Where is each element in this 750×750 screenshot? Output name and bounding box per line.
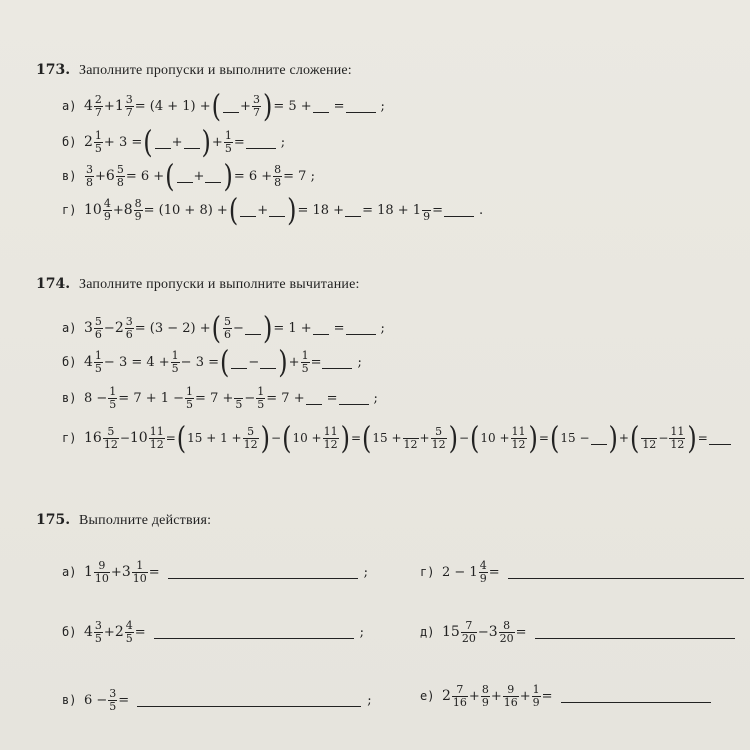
task-173-b: б) 2 1 5 + 3 = ( + ) + $\frac{1}{5}$ = ; [62, 123, 286, 161]
expr: = 7 + 1 − [118, 390, 185, 406]
op: = [233, 134, 245, 150]
expr: = (10 + 8) + [143, 202, 228, 218]
whole: 2 [442, 688, 451, 705]
fraction: 9 [423, 209, 431, 223]
task-number: 174. [36, 276, 71, 292]
answer-line[interactable] [137, 694, 361, 707]
fraction: $\frac{8}{20}$ [499, 619, 514, 645]
answer-blank[interactable] [346, 100, 376, 113]
answer-line[interactable] [535, 626, 735, 639]
op: + [240, 98, 251, 114]
answer-blank[interactable] [322, 356, 352, 369]
fraction: $\frac{1}{5}$ [109, 385, 117, 411]
punct: ; [363, 564, 369, 580]
expr: − 3 = 4 + [103, 354, 170, 370]
blank[interactable] [223, 100, 239, 113]
op: = [310, 354, 322, 370]
answer-blank[interactable] [346, 322, 376, 335]
op: − [248, 354, 260, 370]
op: = [326, 390, 338, 406]
task-175-b: б) 4 3 5 + 2 $\frac{4}{5}$ = ; [62, 619, 365, 645]
punct: ; [380, 320, 385, 336]
item-label: в) [62, 693, 77, 708]
fraction: $\frac{3}{7}$ [125, 92, 133, 119]
whole: 3 [488, 624, 498, 641]
whole: 2 [114, 624, 124, 641]
fraction: 5 6 [94, 314, 102, 341]
item-label: б) [62, 135, 77, 149]
blank[interactable] [245, 322, 261, 335]
item-label: г) [62, 431, 77, 445]
op: = [432, 202, 443, 218]
task-173-g: г) 10 4 9 + 8 $\frac{8}{9}$ = (10 + 8) + ( + ) = 18 + = 18 + 1 9 = . [62, 191, 484, 229]
fraction: $\frac{3}{6}$ [125, 314, 133, 341]
punct: ; [373, 390, 378, 406]
task-174-b: б) 4 1 5 − 3 = 4 + $\frac{1}{5}$ − 3 = ( − ) + $\frac{1}{5}$ = ; [62, 343, 362, 381]
fraction: 12 [642, 437, 657, 451]
punct: ; [367, 692, 372, 708]
answer-blank[interactable] [246, 136, 276, 149]
expr: 15 + [372, 431, 402, 445]
whole: 10 [129, 430, 148, 446]
fraction: $\frac{11}{12}$ [670, 424, 685, 451]
task-174-v [62, 386, 378, 410]
blank[interactable] [205, 170, 221, 183]
task-number: 175. [36, 512, 71, 528]
fraction: $\frac{11}{12}$ [511, 424, 526, 451]
blank[interactable] [155, 136, 171, 149]
whole: 6 [105, 168, 115, 184]
expr: = (3 − 2) + [134, 320, 211, 336]
fraction: $\frac{4}{5}$ [125, 619, 133, 645]
fraction: 3 8 [86, 162, 93, 189]
whole: 16 [84, 430, 102, 446]
expr: = 7 ; [283, 168, 315, 184]
whole: 4 [84, 624, 93, 641]
expr: 15 + 1 + [187, 431, 242, 445]
expr: = 7 + [266, 390, 305, 406]
blank[interactable] [231, 356, 247, 369]
blank[interactable] [345, 204, 361, 217]
expr: = 18 + 1 [362, 202, 422, 218]
whole: 1 [114, 98, 124, 114]
expr: = 6 + [125, 168, 165, 184]
expr: 10 + [480, 431, 510, 445]
whole: 2 [114, 320, 124, 336]
task-175-a: а) 1 9 10 + 3 $\frac{1}{10}$ = ; [62, 559, 369, 585]
whole: 15 [442, 624, 460, 641]
task-174-a: а) 3 5 6 − 2 $\frac{3}{6}$ = (3 − 2) + ( 5 6 − ) = 1 + = ; [62, 309, 385, 347]
item-label: в) [62, 391, 77, 406]
answer-blank[interactable] [709, 432, 731, 445]
op: = [333, 98, 345, 114]
expr: 10 + [292, 431, 322, 445]
whole: 10 [84, 202, 102, 218]
fraction: 7 16 [452, 683, 467, 709]
expr: = 1 + [273, 320, 312, 336]
punct: ; [357, 354, 362, 370]
fraction: 5 6 [224, 314, 232, 341]
fraction: 2 7 [94, 92, 102, 119]
punct: ; [380, 98, 385, 114]
punct: ; [359, 624, 365, 640]
blank[interactable] [313, 100, 329, 113]
task-title: Заполните пропуски и выполните вычитание: [78, 277, 360, 292]
fraction: $\frac{8}{9}$ [134, 196, 142, 223]
expr: 8 − [84, 390, 108, 406]
task-175-heading [36, 512, 211, 529]
fraction: 7 20 [461, 619, 476, 645]
op: − [233, 320, 244, 336]
blank[interactable] [177, 170, 193, 183]
item-label: а) [62, 321, 77, 335]
op: = [333, 320, 345, 336]
op: + [171, 134, 183, 150]
fraction: 9 10 [94, 559, 109, 585]
fraction: $\frac{9}{16}$ [503, 683, 518, 709]
fraction: $\frac{1}{5}$ [171, 348, 179, 375]
task-175-g [420, 560, 744, 584]
fraction: 5 12 [103, 424, 118, 451]
item-label: г) [62, 203, 77, 217]
op: = [541, 688, 553, 704]
whole: 4 [84, 98, 93, 114]
expr: − 3 = [180, 354, 219, 370]
punct: . [478, 202, 484, 218]
expr: 15 − [560, 431, 590, 445]
blank[interactable] [313, 322, 329, 335]
answer-line[interactable] [168, 566, 358, 579]
task-175-v [62, 688, 372, 712]
blank[interactable] [591, 432, 607, 445]
answer-line[interactable] [154, 626, 354, 639]
expr: = 6 + [233, 168, 273, 184]
fraction: $\frac{5}{8}$ [116, 162, 124, 189]
item-label: в) [62, 169, 77, 183]
fraction: 12 [403, 437, 418, 451]
item-label: д) [420, 625, 435, 640]
punct: ; [280, 134, 286, 150]
answer-line[interactable] [508, 566, 744, 579]
fraction: $\frac{5}{12}$ [243, 424, 258, 451]
task-173-a: а) 4 2 7 + 1 $\frac{3}{7}$ = (4 + 1) + ( + $\frac{3}{7}$ ) = 5 + = ; [62, 87, 385, 125]
blank[interactable] [184, 136, 200, 149]
op: + [193, 168, 205, 184]
fraction: 5 [235, 397, 243, 411]
item-label: б) [62, 355, 77, 369]
answer-blank[interactable] [444, 204, 474, 217]
op: = [148, 564, 160, 580]
expr: = 5 + [273, 98, 312, 114]
fraction: 1 5 [94, 128, 102, 155]
answer-line[interactable] [561, 690, 711, 703]
fraction: $\frac{1}{5}$ [224, 128, 232, 155]
op: = [697, 431, 708, 445]
expr: = (4 + 1) + [134, 98, 211, 114]
item-label: а) [62, 99, 77, 113]
fraction: 3 5 [94, 619, 102, 645]
fraction: $\frac{1}{9}$ [532, 683, 540, 709]
fraction: 4 9 [103, 196, 111, 223]
fraction: $\frac{11}{12}$ [323, 424, 338, 451]
blank[interactable] [260, 356, 276, 369]
fraction: $\frac{3}{7}$ [252, 92, 260, 119]
fraction: $\frac{8}{8}$ [274, 162, 282, 189]
whole: 8 [123, 202, 133, 218]
task-title: Заполните пропуски и выполните сложение: [78, 63, 352, 78]
item-label: б) [62, 625, 77, 640]
whole: 3 [84, 320, 93, 336]
fraction: $\frac{1}{5}$ [257, 385, 265, 411]
blank[interactable] [306, 392, 322, 405]
fraction: $\frac{11}{12}$ [149, 424, 164, 451]
fraction: 1 5 [94, 348, 102, 375]
expr: 6 − [84, 692, 108, 708]
op: = [134, 624, 146, 640]
task-173-heading [36, 62, 352, 79]
fraction: $\frac{1}{5}$ [186, 385, 194, 411]
op: = [488, 564, 500, 580]
expr: = 7 + [195, 390, 234, 406]
expr: 2 − 1 [442, 564, 478, 580]
item-label: е) [420, 689, 435, 704]
answer-blank[interactable] [339, 392, 369, 405]
task-175-d: д) 15 7 20 − 3 $\frac{8}{20}$ = [420, 620, 735, 644]
blank[interactable] [269, 204, 285, 217]
fraction: $\frac{1}{10}$ [132, 559, 147, 585]
whole: 3 [121, 564, 131, 581]
fraction: $\frac{8}{9}$ [481, 683, 489, 709]
fraction: $\frac{3}{5}$ [109, 687, 117, 713]
expr: = 18 + [297, 202, 345, 218]
task-173-v: в) 3 8 + 6 $\frac{5}{8}$ = 6 + ( + ) = 6 + $\frac{8}{8}$ = 7 ; [62, 157, 315, 195]
expr: + 3 = [103, 134, 143, 150]
task-174-g: г) 16 5 12 − 10 $\frac{11}{12}$ = ( 15 + 1 + $\frac{5}{12}$ ) − ( 10 + $\frac{11}{12}$ ) = ( 15 + 12 + $\frac{5}{12}$ ) − ( 10 + $\frac{11}{12}$ ) = ( 15 − ) + ( 12 − $\frac{11}{12}$ ) = [62, 424, 732, 452]
blank[interactable] [240, 204, 256, 217]
whole: 2 [84, 134, 93, 150]
fraction: $\frac{1}{5}$ [301, 348, 309, 375]
op: = [118, 692, 130, 708]
task-number: 173. [36, 62, 71, 78]
whole: 4 [84, 354, 93, 370]
whole: 1 [84, 564, 93, 581]
item-label: г) [420, 565, 435, 580]
fraction: $\frac{4}{9}$ [479, 559, 487, 585]
op: − [244, 390, 256, 406]
item-label: а) [62, 565, 77, 580]
task-174-heading [36, 276, 360, 293]
fraction: $\frac{5}{12}$ [431, 424, 446, 451]
task-title: Выполните действия: [78, 513, 212, 528]
task-175-e: е) 2 7 16 + $\frac{8}{9}$ + $\frac{9}{16}$ + $\frac{1}{9}$ = [420, 684, 711, 708]
op: = [515, 624, 527, 640]
op: + [257, 202, 269, 218]
